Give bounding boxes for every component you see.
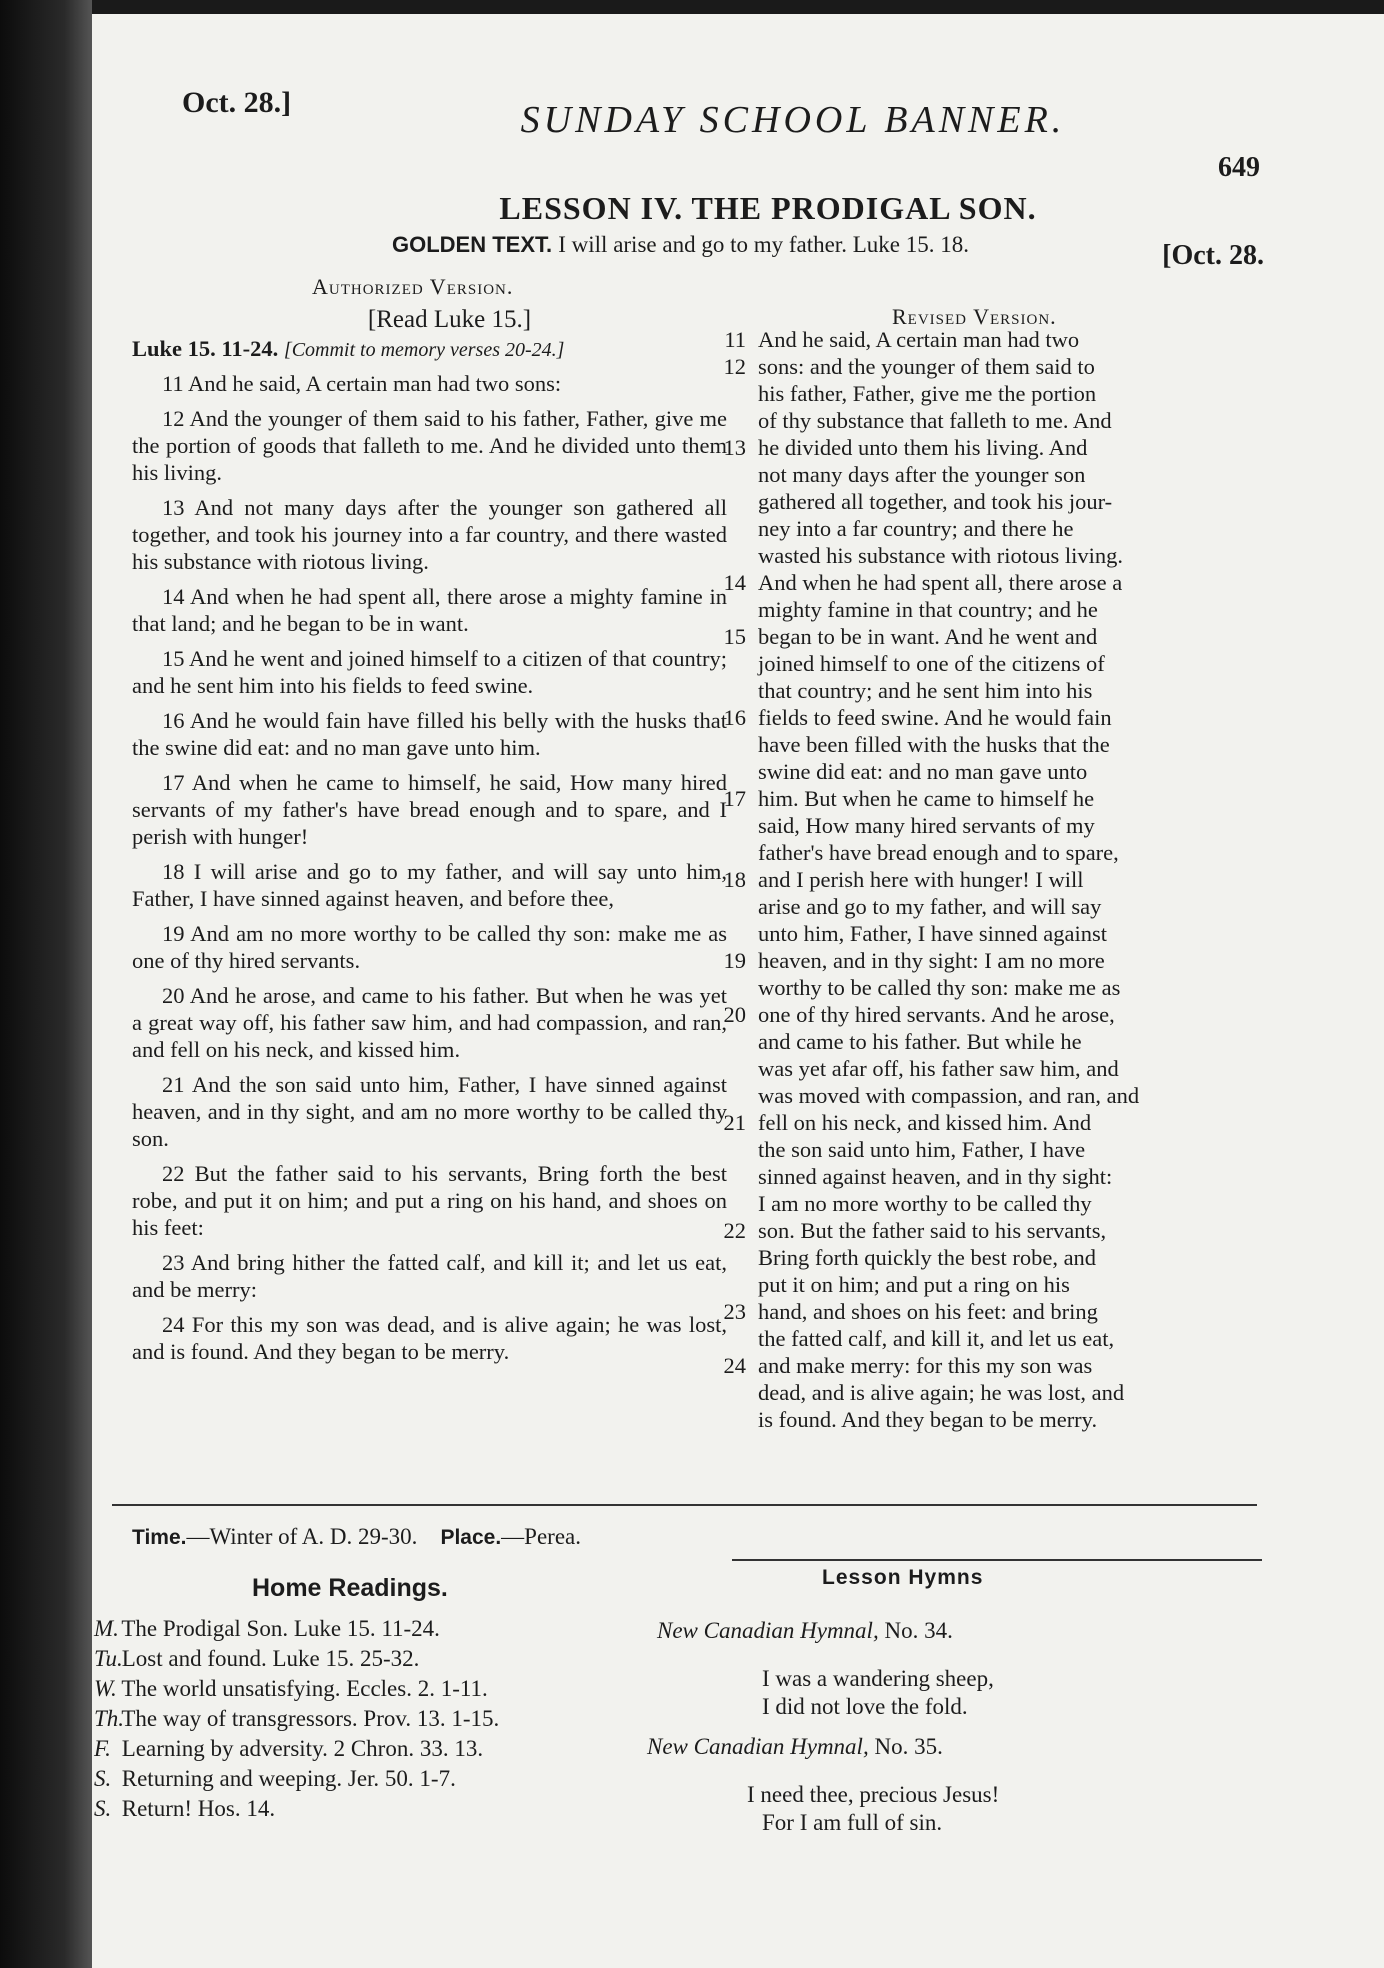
hymn-number: No. 34.	[884, 1618, 953, 1643]
verse-paragraph: 17 And when he came to himself, he said, How many hired servants of my father's have bread enough and to spare, and I perish with hunger!	[132, 770, 727, 849]
line-text: fields to feed swine. And he would fain	[758, 705, 1112, 730]
reading-item	[94, 1644, 654, 1674]
lesson-hymns-heading: Lesson Hymns	[822, 1566, 984, 1589]
line-text: said, How many hired servants of my	[758, 813, 1095, 838]
verse-number: 13	[723, 435, 746, 460]
verse-paragraph: 14 And when he had spent all, there arose a mighty famine in that land; and he began to be in want.	[132, 584, 727, 636]
revised-line	[700, 353, 1340, 380]
verse-number: 21	[723, 1110, 746, 1135]
revised-line	[700, 1298, 1340, 1325]
reading-text: The Prodigal Son. Luke 15. 11-24.	[121, 1616, 440, 1641]
line-text: and came to his father. But while he	[758, 1029, 1082, 1054]
reading-day: W.	[94, 1676, 117, 1701]
reading-day: Tu.	[94, 1646, 123, 1671]
line-text: hand, and shoes on his feet: and bring	[758, 1299, 1098, 1324]
revised-line	[700, 1136, 1340, 1163]
line-text: have been filled with the husks that the	[758, 732, 1110, 757]
line-text: dead, and is alive again; he was lost, and	[758, 1380, 1125, 1405]
verse-paragraph: 12 And the younger of them said to his father, Father, give me the portion of goods that falleth to me. And he divided unto them his living.	[132, 406, 727, 485]
revised-line	[700, 623, 1340, 650]
home-readings-heading: Home Readings.	[252, 1574, 448, 1602]
revised-line	[700, 515, 1340, 542]
place-label: Place.	[440, 1526, 502, 1549]
authorized-version-column	[132, 306, 727, 1373]
verse-number: 22	[723, 1218, 746, 1243]
line-text: was yet afar off, his father saw him, and	[758, 1056, 1119, 1081]
time-label: Time.	[132, 1526, 187, 1549]
line-text: father's have bread enough and to spare,	[758, 840, 1119, 865]
line-text: son. But the father said to his servants,	[758, 1218, 1107, 1243]
line-text: and I perish here with hunger! I will	[758, 867, 1084, 892]
line-text: mighty famine in that country; and he	[758, 597, 1098, 622]
hymns-divider	[732, 1559, 1262, 1561]
verse-paragraph: 19 And am no more worthy to be called thy son: make me as one of thy hired servants.	[132, 921, 727, 973]
line-text: the son said unto him, Father, I have	[758, 1137, 1086, 1162]
revised-line	[700, 1001, 1340, 1028]
hymn-source-1	[657, 1618, 953, 1644]
revised-line	[700, 434, 1340, 461]
verse-paragraph: 18 I will arise and go to my father, and will say unto him, Father, I have sinned against heaven, and before thee,	[132, 859, 727, 911]
line-text: heaven, and in thy sight: I am no more	[758, 948, 1105, 973]
verse-number: 15	[723, 624, 746, 649]
reading-day: F.	[94, 1736, 111, 1761]
verse-number: 16	[723, 705, 746, 730]
memory-instruction: [Commit to memory verses 20-24.]	[283, 339, 565, 361]
hymn-number: No. 35.	[874, 1734, 943, 1759]
reading-item	[94, 1674, 654, 1704]
line-text: worthy to be called thy son: make me as	[758, 975, 1121, 1000]
revised-line	[700, 1082, 1340, 1109]
verse-paragraph: 16 And he would fain have filled his belly with the husks that the swine did eat: and no man gave unto him.	[132, 708, 727, 760]
authorized-verses	[132, 370, 727, 1365]
revised-line	[700, 407, 1340, 434]
line-text: was moved with compassion, and ran, and	[758, 1083, 1140, 1108]
revised-line	[700, 569, 1340, 596]
verse-number: 17	[723, 786, 746, 811]
revised-line	[700, 1055, 1340, 1082]
read-instruction: [Read Luke 15.]	[367, 306, 532, 333]
reading-item	[94, 1614, 654, 1644]
revised-version-column	[700, 326, 1340, 1433]
document-page	[92, 14, 1384, 1968]
line-text: And when he had spent all, there arose a	[758, 570, 1123, 595]
revised-line	[700, 1163, 1340, 1190]
line-text: of thy substance that falleth to me. And	[758, 408, 1112, 433]
revised-line	[700, 326, 1340, 353]
revised-line	[700, 758, 1340, 785]
scan-binding-shadow	[0, 0, 92, 1968]
revised-line	[700, 1109, 1340, 1136]
line-text: fell on his neck, and kissed him. And	[758, 1110, 1092, 1135]
reading-text: The way of transgressors. Prov. 13. 1-15.	[121, 1706, 500, 1731]
reading-item	[94, 1794, 654, 1824]
revised-version-label: Revised Version.	[892, 304, 1057, 329]
revised-line	[700, 1271, 1340, 1298]
home-readings-list	[94, 1614, 654, 1824]
line-text: ney into a far country; and there he	[758, 516, 1074, 541]
revised-line	[700, 785, 1340, 812]
line-text: wasted his substance with riotous living.	[758, 543, 1123, 568]
revised-line	[700, 1244, 1340, 1271]
line-text: swine did eat: and no man gave unto	[758, 759, 1088, 784]
reading-item	[94, 1734, 654, 1764]
hymn-2-line-1: I need thee, precious Jesus!	[747, 1782, 1000, 1807]
reading-text: Lost and found. Luke 15. 25-32.	[121, 1646, 420, 1671]
reading-day: S.	[94, 1766, 112, 1791]
revised-line	[700, 974, 1340, 1001]
revised-line	[700, 1406, 1340, 1433]
line-text: he divided unto them his living. And	[758, 435, 1088, 460]
verse-number: 18	[723, 867, 746, 892]
hymn-1-line-2: I did not love the fold.	[762, 1694, 968, 1719]
line-text: began to be in want. And he went and	[758, 624, 1098, 649]
line-text: gathered all together, and took his jour-	[758, 489, 1113, 514]
line-text: arise and go to my father, and will say	[758, 894, 1102, 919]
revised-line	[700, 1028, 1340, 1055]
reading-item	[94, 1764, 654, 1794]
verse-paragraph: 15 And he went and joined himself to a citizen of that country; and he sent him into his fields to feed swine.	[132, 646, 727, 698]
verse-number: 23	[723, 1299, 746, 1324]
revised-line	[700, 1217, 1340, 1244]
line-text: Bring forth quickly the best robe, and	[758, 1245, 1097, 1270]
revised-line	[700, 596, 1340, 623]
reading-item	[94, 1704, 654, 1734]
reading-text: Return! Hos. 14.	[121, 1796, 276, 1821]
golden-text-body: I will arise and go to my father. Luke 15. 18.	[558, 232, 969, 257]
reading-text: The world unsatisfying. Eccles. 2. 1-11.	[121, 1676, 488, 1701]
line-text: and make merry: for this my son was	[758, 1353, 1093, 1378]
revised-line	[700, 704, 1340, 731]
page-number: 649	[1218, 152, 1260, 183]
verse-paragraph: 20 And he arose, and came to his father. But when he was yet a great way off, his father saw him, and had compassion, and ran, and fell on his neck, and kissed him.	[132, 983, 727, 1062]
line-text: the fatted calf, and kill it, and let us eat,	[758, 1326, 1115, 1351]
revised-line	[700, 461, 1340, 488]
revised-line	[700, 1325, 1340, 1352]
verse-number: 20	[723, 1002, 746, 1027]
verse-number: 11	[724, 327, 746, 352]
revised-line	[700, 893, 1340, 920]
lesson-date: [Oct. 28.	[1162, 240, 1264, 271]
place-value: —Perea.	[501, 1524, 581, 1549]
golden-text-label: GOLDEN TEXT.	[392, 232, 553, 257]
golden-text	[392, 232, 969, 258]
reading-text: Learning by adversity. 2 Chron. 33. 13.	[121, 1736, 484, 1761]
line-text: that country; and he sent him into his	[758, 678, 1093, 703]
verse-paragraph: 11 And he said, A certain man had two sons:	[162, 371, 562, 396]
verse-paragraph: 23 And bring hither the fatted calf, and kill it; and let us eat, and be merry:	[132, 1250, 727, 1302]
section-divider	[112, 1504, 1257, 1506]
revised-line	[700, 488, 1340, 515]
revised-line	[700, 1190, 1340, 1217]
line-text: unto him, Father, I have sinned against	[758, 921, 1108, 946]
lesson-title: LESSON IV. THE PRODIGAL SON.	[499, 190, 1037, 226]
revised-line	[700, 947, 1340, 974]
line-text: sinned against heaven, and in thy sight:	[758, 1164, 1113, 1189]
verse-number: 14	[723, 570, 746, 595]
line-text: his father, Father, give me the portion	[758, 381, 1097, 406]
verse-paragraph: 24 For this my son was dead, and is alive again; he was lost, and is found. And they began to be merry.	[132, 1312, 727, 1364]
hymn-1-line-1: I was a wandering sheep,	[762, 1666, 994, 1691]
header-date: Oct. 28.]	[182, 86, 292, 119]
revised-line	[700, 866, 1340, 893]
verse-paragraph: 13 And not many days after the younger son gathered all together, and took his journey into a far country, and there wasted his substance with riotous living.	[132, 495, 727, 574]
reading-day: Th.	[94, 1706, 125, 1731]
revised-verses	[700, 326, 1340, 1433]
verse-number: 19	[723, 948, 746, 973]
scripture-reference	[132, 335, 727, 364]
revised-line	[700, 839, 1340, 866]
revised-line	[700, 812, 1340, 839]
hymnal-name: New Canadian Hymnal,	[647, 1734, 869, 1759]
revised-line	[700, 1352, 1340, 1379]
revised-line	[700, 380, 1340, 407]
line-text: is found. And they began to be merry.	[758, 1407, 1098, 1432]
periodical-title: SUNDAY SCHOOL BANNER.	[520, 99, 1066, 141]
reading-day: S.	[94, 1796, 112, 1821]
revised-line	[700, 1379, 1340, 1406]
line-text: one of thy hired servants. And he arose,	[758, 1002, 1115, 1027]
line-text: And he said, A certain man had two	[758, 327, 1080, 352]
line-text: sons: and the younger of them said to	[758, 354, 1095, 379]
verse-number: 12	[723, 354, 746, 379]
authorized-version-label: Authorized Version.	[312, 274, 514, 299]
hymnal-name: New Canadian Hymnal,	[657, 1618, 879, 1643]
verse-paragraph: 22 But the father said to his servants, Bring forth the best robe, and put it on him; and put a ring on his hand, and shoes on his feet:	[132, 1161, 727, 1240]
hymn-2-line-2: For I am full of sin.	[762, 1810, 943, 1835]
line-text: joined himself to one of the citizens of	[758, 651, 1105, 676]
revised-line	[700, 542, 1340, 569]
time-value: —Winter of A. D. 29-30.	[186, 1524, 418, 1549]
revised-line	[700, 677, 1340, 704]
revised-line	[700, 920, 1340, 947]
scripture-ref: Luke 15. 11-24.	[132, 336, 279, 361]
line-text: him. But when he came to himself he	[758, 786, 1095, 811]
revised-line	[700, 650, 1340, 677]
revised-line	[700, 731, 1340, 758]
verse-paragraph: 21 And the son said unto him, Father, I have sinned against heaven, and in thy sight, and am no more worthy to be called thy son.	[132, 1072, 727, 1151]
reading-text: Returning and weeping. Jer. 50. 1-7.	[121, 1766, 456, 1791]
line-text: I am no more worthy to be called thy	[758, 1191, 1092, 1216]
verse-number: 24	[723, 1353, 746, 1378]
hymn-source-2	[647, 1734, 943, 1760]
line-text: not many days after the younger son	[758, 462, 1086, 487]
line-text: put it on him; and put a ring on his	[758, 1272, 1070, 1297]
reading-day: M.	[94, 1616, 119, 1641]
time-place	[132, 1524, 581, 1550]
